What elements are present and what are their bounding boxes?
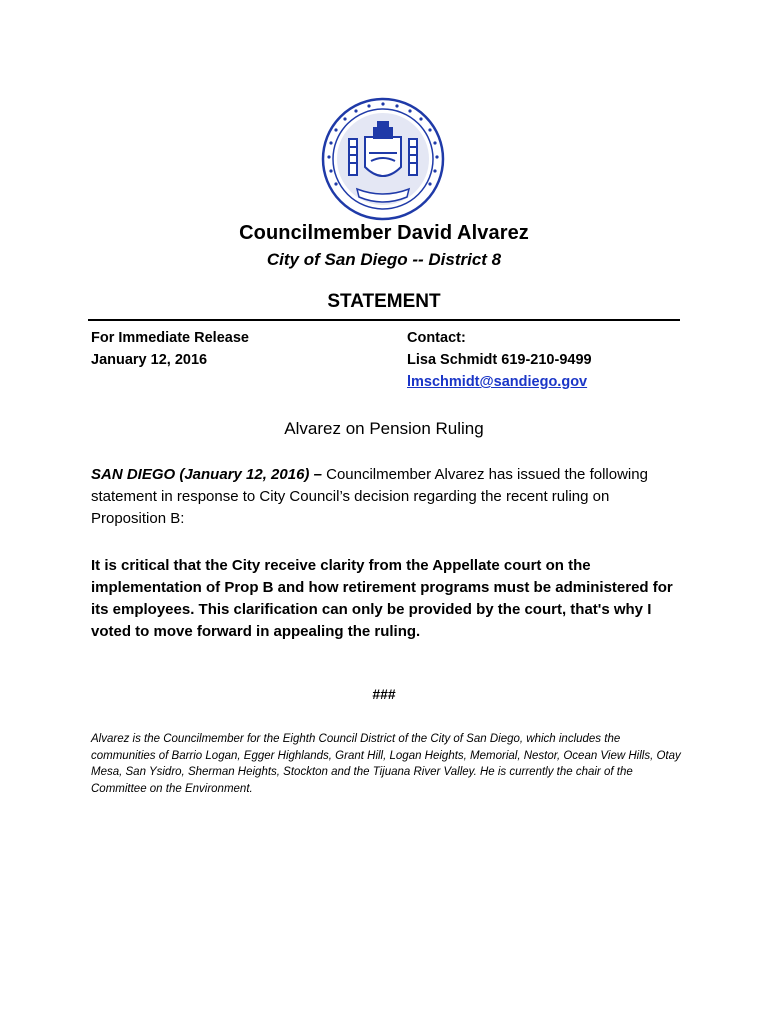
city-seal-logo <box>321 97 445 221</box>
contact-label: Contact: <box>407 330 466 346</box>
release-label: For Immediate Release <box>91 330 249 346</box>
lead-text: Councilmember Alvarez has issued the following statement in response to City Council’s decision regarding the recent ruling on Proposition B: <box>91 466 648 527</box>
contact-email-link[interactable]: lmschmidt@sandiego.gov <box>407 374 588 390</box>
header-divider <box>88 319 680 321</box>
dateline: SAN DIEGO (January 12, 2016) – <box>91 466 322 483</box>
councilmember-name: Councilmember David Alvarez <box>239 222 529 244</box>
lead-paragraph <box>91 464 681 530</box>
boilerplate-paragraph: Alvarez is the Councilmember for the Eighth Council District of the City of San Diego, which includes the communities of Barrio Logan, Egger Highlands, Grant Hill, Logan Heights, Memorial, Nestor, Ocean View Hills, Otay Mesa, San Ysidro, Sherman Heights, Stockton and the Tijuana River Valley. He is currently the chair of the Committee on the Environment. <box>91 733 681 795</box>
release-date: January 12, 2016 <box>91 352 208 368</box>
statement-quote: It is critical that the City receive clarity from the Appellate court on the implementation of Prop B and how retirement programs must be administered for its employees. This clarification can only be provided by the court, that's why I voted to move forward in appealing the ruling. <box>91 557 673 640</box>
district-subtitle: City of San Diego -- District 8 <box>266 250 502 269</box>
release-info <box>91 327 249 371</box>
document-type-heading: STATEMENT <box>327 291 441 312</box>
contact-name-phone: Lisa Schmidt 619-210-9499 <box>407 352 592 368</box>
end-mark: ### <box>372 686 396 702</box>
press-headline: Alvarez on Pension Ruling <box>284 419 484 438</box>
contact-info <box>407 327 592 393</box>
